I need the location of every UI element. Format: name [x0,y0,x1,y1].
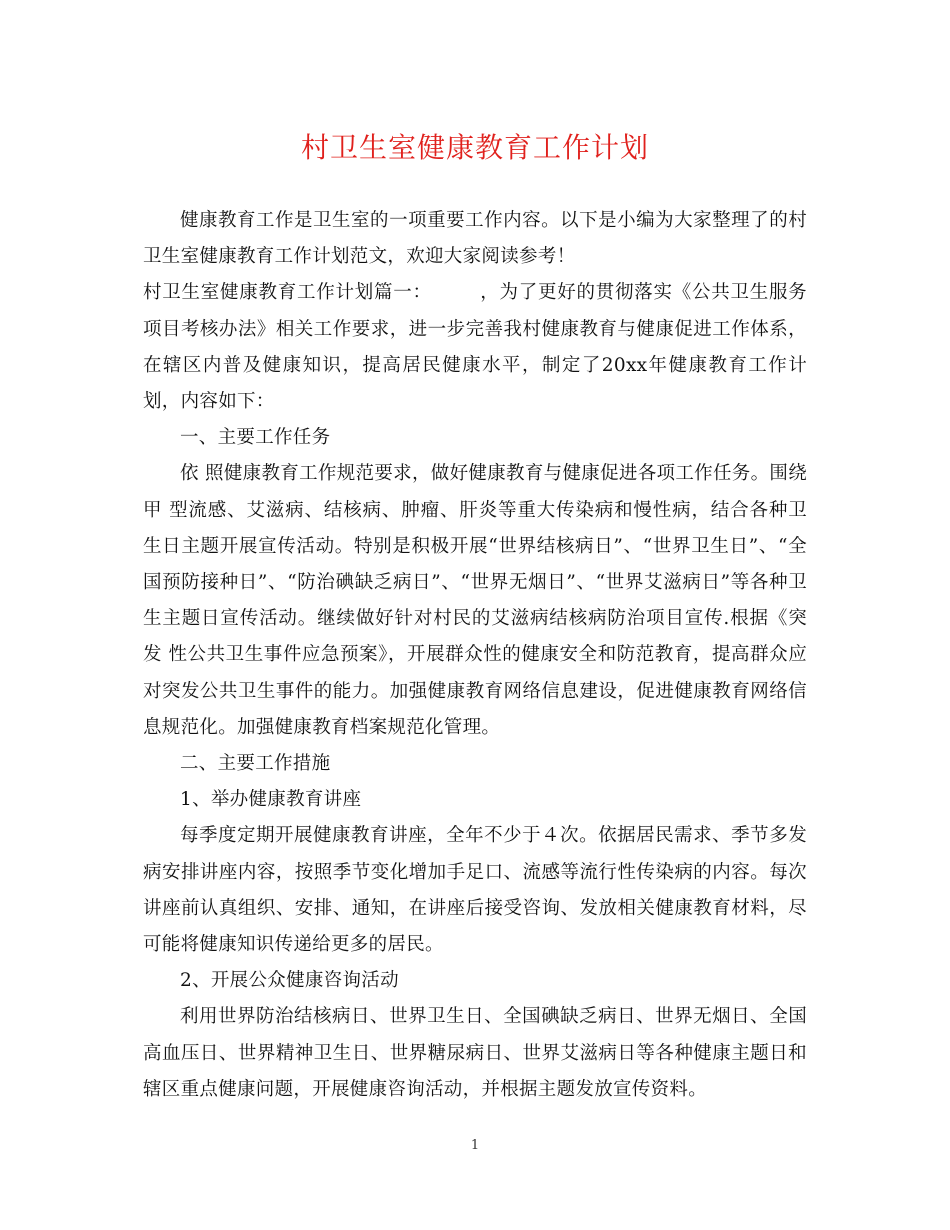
tasks-paragraph: 依 照健康教育工作规范要求，做好健康教育与健康促进各项工作任务。围绕甲 型流感、艾滋病、结核病、肿瘤、肝炎等重大传染病和慢性病，结合各种卫生日主题开展宣传活动。特别是积极开展“世界结核病日”、“世界卫生日”、“全国预防接种日”、“防治碘缺乏病日”、“世界无烟日”、“世界艾滋病日”等各种卫生主题日宣传活动。继续做好针对村民的艾滋病结核病防治项目宣传.根据《突发 性公共卫生事件应急预案》，开展群众性的健康安全和防范教育，提高群众应对突发公共卫生事件的能力。加强健康教育网络信息建设，促进健康教育网络信息规范化。加强健康教育档案规范化管理。 [143,463,807,738]
document-title: 村卫生室健康教育工作计划 [300,131,649,164]
subheading-consultation: 2、开展公众健康咨询活动 [180,970,399,992]
subheading-lectures: 1、举办健康教育讲座 [180,789,362,811]
intro-paragraph: 健康教育工作是卫生室的一项重要工作内容。以下是小编为大家整理了的村卫生室健康教育工作计划范文，欢迎大家阅读参考！ [143,210,807,268]
page-number: 1 [470,1138,480,1153]
consultation-paragraph: 利用世界防治结核病日、世界卫生日、全国碘缺乏病日、世界无烟日、全国高血压日、世界精神卫生日、世界糖尿病日、世界艾滋病日等各种健康主题日和辖区重点健康问题，开展健康咨询活动，并根据主题发放宣传资料。 [143,1006,807,1100]
document-body [143,203,807,1108]
section-heading-measures: 二、主要工作措施 [180,753,331,775]
section-heading-tasks: 一、主要工作任务 [180,427,331,449]
lectures-paragraph: 每季度定期开展健康教育讲座，全年不少于４次。依据居民需求、季节多发病安排讲座内容，按照季节变化增加手足口、流感等流行性传染病的内容。每次讲座前认真组织、安排、通知，在讲座后接受咨询、发放相关健康教育材料，尽可能将健康知识传递给更多的居民。 [143,825,807,956]
plan-intro-paragraph: 村卫生室健康教育工作计划篇一： ，为了更好的贯彻落实《公共卫生服务项目考核办法》相关工作要求，进一步完善我村健康教育与健康促进工作体系，在辖区内普及健康知识，提高居民健康水平，制定了20xx年健康教育工作计划，内容如下： [143,282,807,413]
